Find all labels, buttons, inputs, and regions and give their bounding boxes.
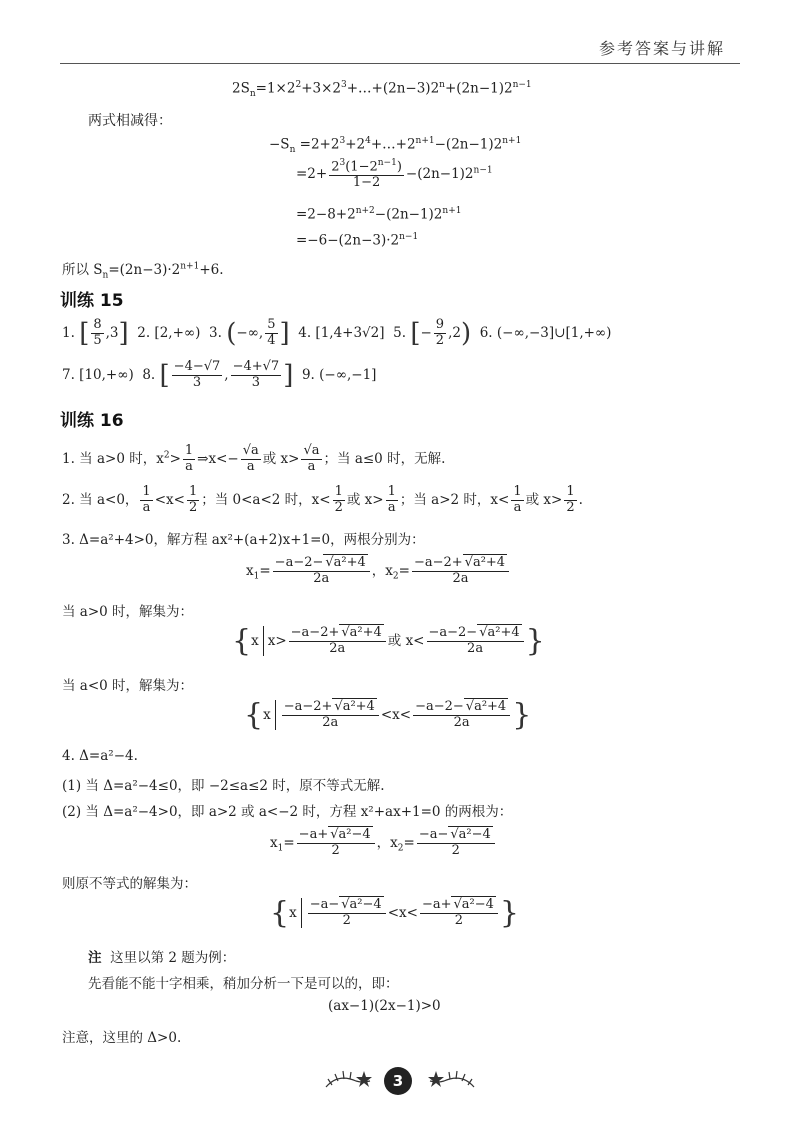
t15-item-7: 7. [10,+∞) [62,366,134,383]
section-16-heading: 训练 16 [60,411,124,431]
t16-q1-a: 1. 当 a>0 时，x [62,450,164,467]
t16-q4: 4. Δ=a²−4. [62,748,138,764]
t16-q4-part1: (1) 当 Δ=a²−4≤0，即 −2≤a≤2 时，原不等式无解. [62,778,385,794]
final-note: 注意，这里的 Δ>0. [62,1030,182,1046]
t15-row-2: 7. [10,+∞) 8. [ $\frac{-4-√7}{3}$ , $\frac{-4+√7}{3}$ ] 9. (−∞,−1] [62,359,377,391]
solution-set-negative: {x $\frac{\text{−a−2+ √a²+4}}{2a}$ <x< $\frac{\text{−a−2− √a²+4}}{2a}$ } [244,697,532,733]
solution-set-positive: {x x> $\frac{\text{−a−2+ √a²+4}}{2a}$ 或 x< $\frac{\text{−a−2− √a²+4}}{2a}$ } [232,623,545,659]
note-label: 注 [88,950,102,966]
t16-q2: 2. 当 a<0， $\frac{1}{a}$ <x< $\frac{1}{2}$ ；当 0<a<2 时，x< $\frac{1}{2}$ 或 x> $\frac{1}{a}$ ；当 a>2 时，x< $\frac{1}{a}$ 或 x> $\frac{1}{2}$ . [62,484,583,515]
t15-item-2: 2. [2,+∞) [137,324,201,341]
t16-q1: 1. 当 a>0 时，$x^2>$ $\frac{1}{a}$ ⇒x<− $\frac{√a}{a}$ 或 x> $\frac{√a}{a}$ ；当 a≤0 时，无解. [62,443,446,474]
note-line [88,946,235,966]
sum-prefix: 所以 S [62,262,103,278]
sum-tail-2: +6. [199,262,224,278]
t16-q1-b: 当 a≤0 时，无解. [337,450,446,467]
header-title: 参考答案与讲解 [598,39,725,58]
t15-row-1: 1. [ $\frac{8}{5}$ ,3] 2. [2,+∞) 3. (−∞, $\frac{5}{4}$ ] 4. [1,4+3√2] 5. [− $\frac{9}{2}$ ,2) 6. (−∞,−3]∪[1,+∞) [62,317,612,349]
roots-eq-q3: $x_1=$ $\frac{\text{−a−2− √a²+4}}{2a}$ ，$x_2=$ $\frac{\text{−a−2+ √a²+4}}{2a}$ [246,556,511,587]
t15-item-4: 4. [1,4+3√2] [298,324,385,341]
solution-set-q4: {x $\frac{\text{−a− √a²−4}}{2}$ <x< $\frac{\text{−a+ √a²−4}}{2}$ } [270,895,519,931]
equation-step-3: $=2-8+2^{n+2}-(2n-1)2^{n+1}$ [296,206,462,223]
subtract-text: 两式相减得： [88,113,172,129]
section-15-heading: 训练 15 [60,291,124,311]
t15-item-3: 3. [209,324,222,341]
roots-eq-q4: $x_1=$ $\frac{\text{−a+ √a²−4}}{2}$ ，$x_2=$ $\frac{\text{−a− √a²−4}}{2}$ [270,828,497,859]
factor-eq: (ax−1)(2x−1)>0 [328,998,441,1014]
equation-minus-sn: $-S_n$ $=2+2^3+2^4+\dots+2^{n+1}-(2n-1)2^{n+1}$ [269,136,522,156]
t15-item-8: 8. [142,366,156,383]
t16-q2-a: 2. 当 a<0， [62,491,139,508]
t16-q4-part2: (2) 当 Δ=a²−4>0，即 a>2 或 a<−2 时，方程 x²+ax+1=0 的两根为： [62,804,513,820]
equation-step-2: =2+ $\frac{2^3(1-2^{n-1})}{1-2}$ $-(2n-1)2^{n-1}$ [296,158,493,191]
page-number: 3 [384,1067,412,1095]
equation-step-4: $=-6-(2n-3)\cdot 2^{n-1}$ [296,232,419,249]
note-text: 这里以第 2 题为例： [110,950,236,966]
t15-item-9: 9. (−∞,−1] [301,366,377,383]
t15-item-5: 5. [393,324,407,341]
q4-solution-label: 则原不等式的解集为： [62,876,197,892]
header-rule [60,63,740,64]
note-2: 先看能不能十字相乘，稍加分析一下是可以的，即： [88,976,399,992]
t15-item-6: 6. (−∞,−3]∪[1,+∞) [479,324,612,341]
when-positive: 当 a>0 时，解集为： [62,604,194,620]
when-negative: 当 a<0 时，解集为： [62,678,194,694]
sum-result: 所以 $S_n=(2n-3)\cdot 2^{n+1}+6$. [62,261,224,281]
t15-item-1: 1. [62,324,75,341]
equation-2sn: $2S_n=1\times 2^2+3\times 2^3+\dots+(2n-3)2^n+(2n-1)2^{n-1}$ [232,80,532,100]
sum-tail: =(2n−3)·2 [108,262,181,278]
t16-q3: 3. Δ=a²+4>0，解方程 ax²+(a+2)x+1=0，两根分别为： [62,532,425,548]
eq-2sn-prefix: 2S [232,80,250,97]
